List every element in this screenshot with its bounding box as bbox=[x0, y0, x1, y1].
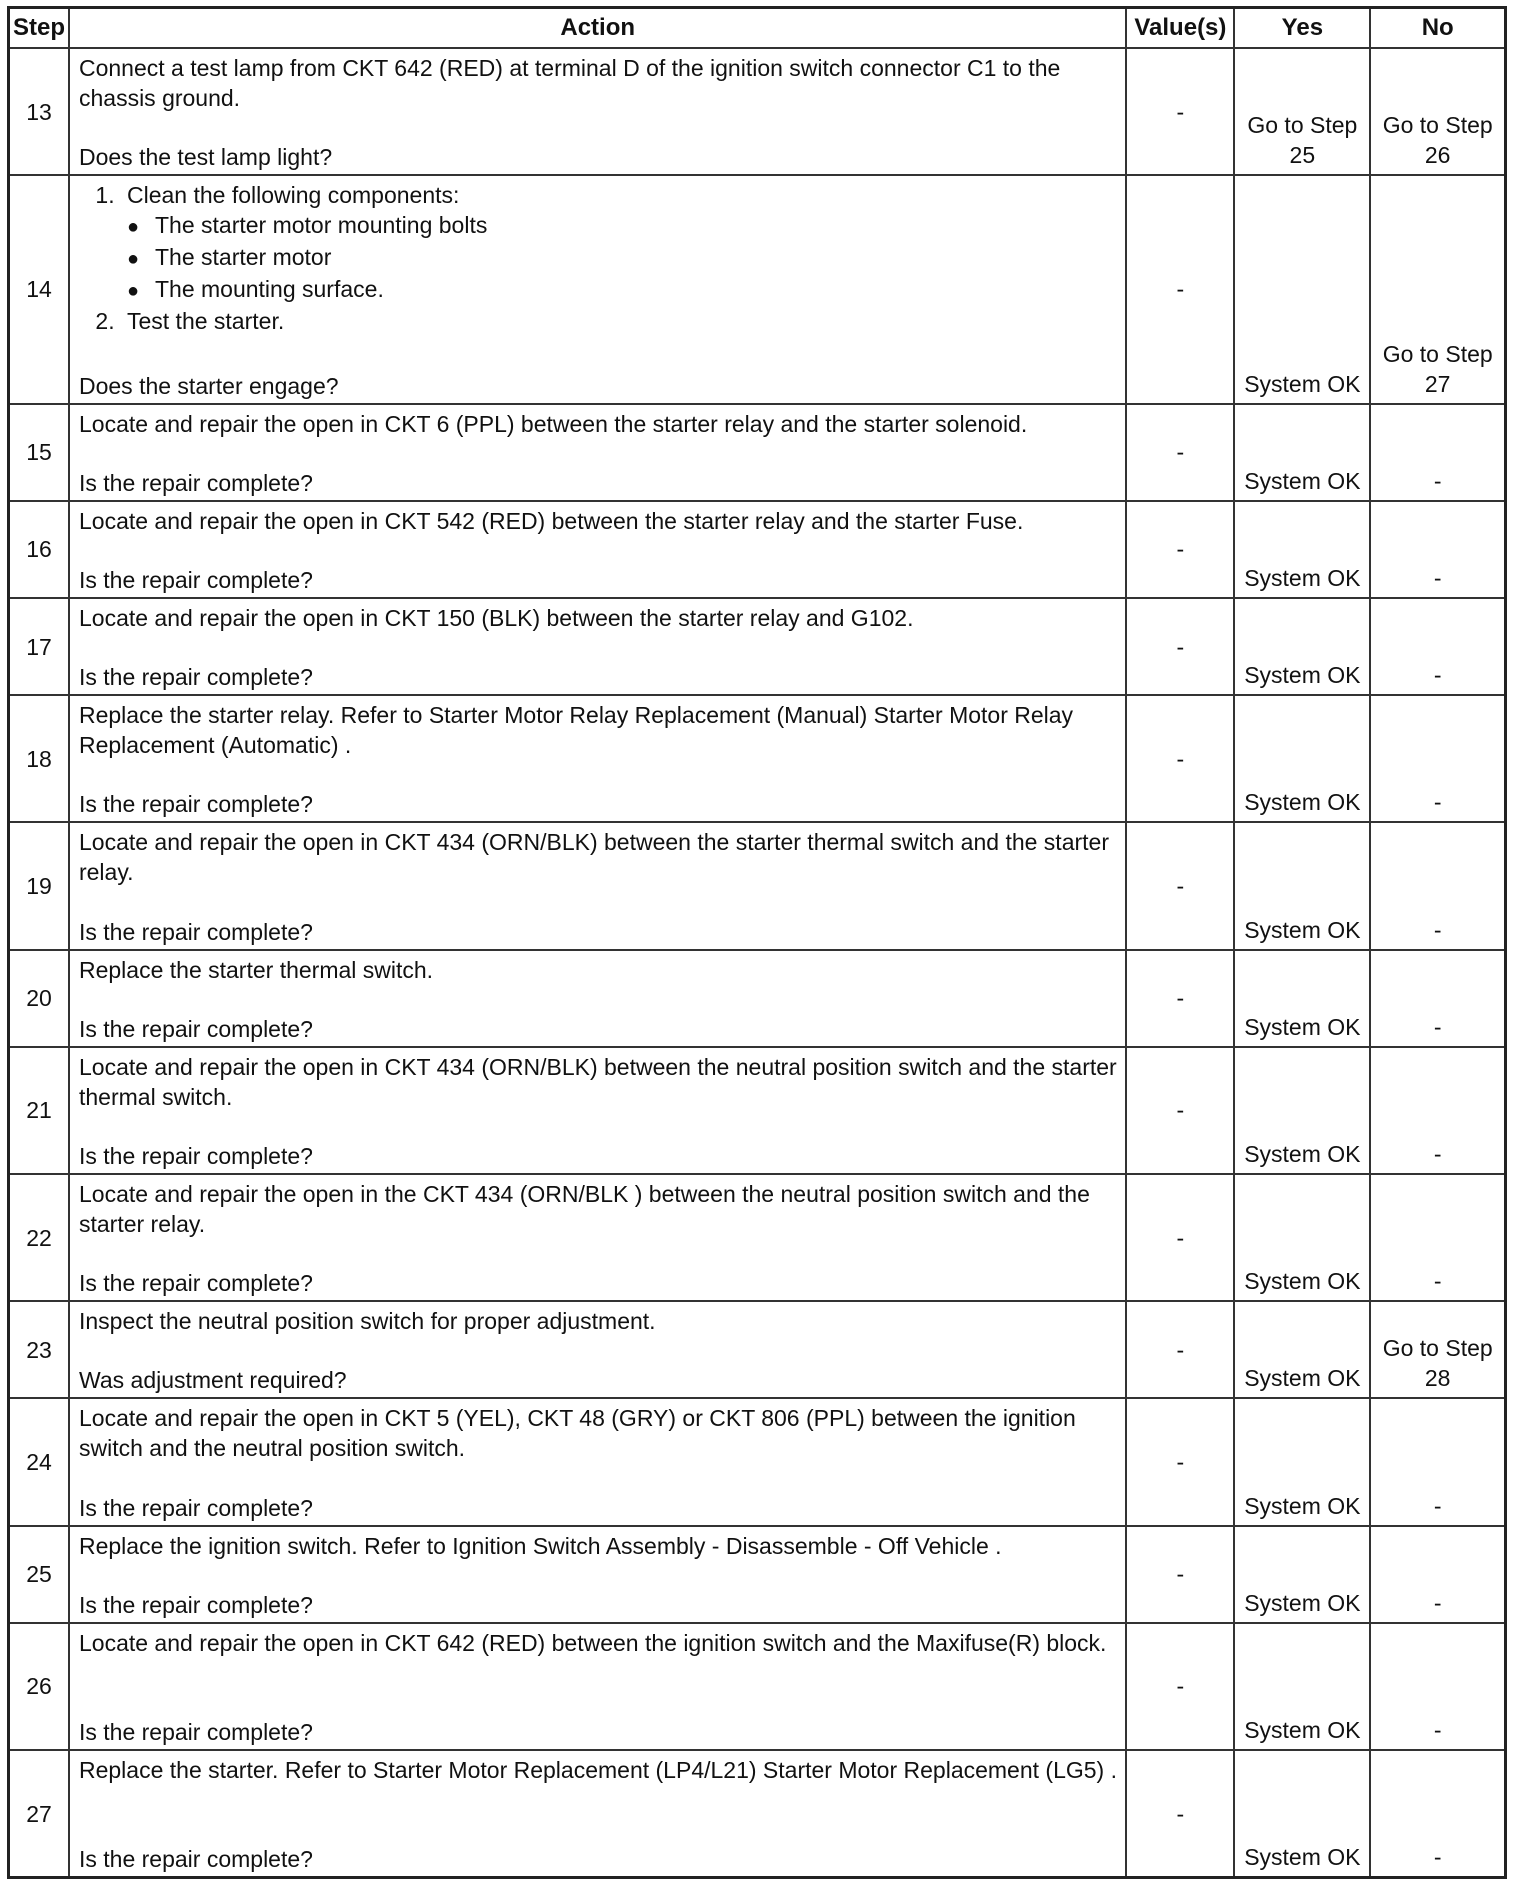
no-cell: - bbox=[1370, 1174, 1505, 1301]
action-cell bbox=[69, 48, 1126, 175]
action-cell bbox=[69, 822, 1126, 949]
no-cell: - bbox=[1370, 695, 1505, 822]
value-cell: - bbox=[1126, 822, 1234, 949]
value-cell: - bbox=[1126, 1526, 1234, 1623]
value-cell: - bbox=[1126, 1623, 1234, 1750]
action-text: Locate and repair the open in CKT 434 (ORN/BLK) between the starter thermal switch and the starter relay. bbox=[78, 829, 1109, 886]
no-cell: - bbox=[1370, 598, 1505, 695]
step-number: 19 bbox=[9, 822, 69, 949]
table-row bbox=[9, 1398, 1506, 1525]
header-action: Action bbox=[69, 8, 1126, 49]
yes-cell: System OK bbox=[1234, 175, 1370, 403]
yes-cell: System OK bbox=[1234, 501, 1370, 598]
action-question: Does the test lamp light? bbox=[78, 144, 333, 171]
step-number: 16 bbox=[9, 501, 69, 598]
step-number: 14 bbox=[9, 175, 69, 403]
table-row bbox=[9, 950, 1506, 1047]
no-cell: - bbox=[1370, 1750, 1505, 1877]
no-cell: Go to Step 26 bbox=[1370, 48, 1505, 175]
table-row bbox=[9, 1623, 1506, 1750]
procedure-item-text: Test the starter. bbox=[126, 308, 285, 335]
action-cell bbox=[69, 175, 1126, 403]
no-cell: - bbox=[1370, 950, 1505, 1047]
yes-cell: System OK bbox=[1234, 1174, 1370, 1301]
action-question: Is the repair complete? bbox=[78, 918, 313, 945]
yes-cell: System OK bbox=[1234, 598, 1370, 695]
action-text: Locate and repair the open in CKT 542 (RED) between the starter relay and the starter Fuse. bbox=[78, 507, 1024, 534]
table-row bbox=[9, 48, 1506, 175]
action-text: Locate and repair the open in the CKT 434 (ORN/BLK ) between the neutral position switch and the starter relay. bbox=[78, 1181, 1090, 1238]
no-cell: - bbox=[1370, 822, 1505, 949]
action-question: Is the repair complete? bbox=[78, 1846, 313, 1872]
step-number: 21 bbox=[9, 1047, 69, 1174]
header-yes: Yes bbox=[1234, 8, 1370, 49]
component-item: ● The mounting surface. bbox=[155, 274, 1119, 306]
value-cell: - bbox=[1126, 404, 1234, 501]
table-row bbox=[9, 695, 1506, 822]
action-question: Is the repair complete? bbox=[78, 1494, 313, 1521]
value-cell: - bbox=[1126, 950, 1234, 1047]
value-cell: - bbox=[1126, 501, 1234, 598]
yes-cell: System OK bbox=[1234, 1047, 1370, 1174]
table-row bbox=[9, 1174, 1506, 1301]
yes-cell: System OK bbox=[1234, 822, 1370, 949]
step-number: 13 bbox=[9, 48, 69, 175]
yes-cell: System OK bbox=[1234, 950, 1370, 1047]
step-number: 18 bbox=[9, 695, 69, 822]
action-text: Replace the ignition switch. Refer to Ignition Switch Assembly - Disassemble - Off Vehicle . bbox=[78, 1532, 1002, 1559]
action-question: Does the starter engage? bbox=[78, 372, 339, 399]
procedure-list bbox=[79, 180, 1119, 336]
action-cell bbox=[69, 1301, 1126, 1398]
step-number: 24 bbox=[9, 1398, 69, 1525]
action-cell bbox=[69, 1398, 1126, 1525]
no-cell: Go to Step 27 bbox=[1370, 175, 1505, 403]
value-cell: - bbox=[1126, 1398, 1234, 1525]
step-number: 25 bbox=[9, 1526, 69, 1623]
step-number: 22 bbox=[9, 1174, 69, 1301]
procedure-item bbox=[121, 306, 1119, 336]
action-text: Locate and repair the open in CKT 5 (YEL), CKT 48 (GRY) or CKT 806 (PPL) between the ignition switch and the neutral position switch. bbox=[78, 1405, 1076, 1462]
step-number: 17 bbox=[9, 598, 69, 695]
header-no: No bbox=[1370, 8, 1505, 49]
action-question: Is the repair complete? bbox=[78, 791, 313, 818]
action-text: Locate and repair the open in CKT 642 (RED) between the ignition switch and the Maxifuse(R) block. bbox=[78, 1629, 1107, 1656]
yes-cell: Go to Step 25 bbox=[1234, 48, 1370, 175]
table-row bbox=[9, 1750, 1506, 1877]
table-row bbox=[9, 404, 1506, 501]
action-question: Is the repair complete? bbox=[78, 1015, 313, 1042]
action-text: Locate and repair the open in CKT 434 (ORN/BLK) between the neutral position switch and the starter thermal switch. bbox=[78, 1053, 1117, 1110]
header-values: Value(s) bbox=[1126, 8, 1234, 49]
action-cell bbox=[69, 1174, 1126, 1301]
step-number: 23 bbox=[9, 1301, 69, 1398]
step-number: 20 bbox=[9, 950, 69, 1047]
action-question: Is the repair complete? bbox=[78, 1591, 313, 1618]
action-text: Replace the starter relay. Refer to Starter Motor Relay Replacement (Manual) Starter Motor Relay Replacement (Automatic) . bbox=[78, 702, 1074, 759]
action-cell bbox=[69, 501, 1126, 598]
step-number: 26 bbox=[9, 1623, 69, 1750]
action-question: Is the repair complete? bbox=[78, 567, 313, 593]
action-question: Is the repair complete? bbox=[78, 1270, 313, 1297]
value-cell: - bbox=[1126, 598, 1234, 695]
no-cell: - bbox=[1370, 1047, 1505, 1174]
action-cell bbox=[69, 1623, 1126, 1750]
action-cell bbox=[69, 404, 1126, 501]
table-row bbox=[9, 1526, 1506, 1623]
value-cell: - bbox=[1126, 48, 1234, 175]
action-text: Replace the starter. Refer to Starter Motor Replacement (LP4/L21) Starter Motor Replacement (LG5) . bbox=[78, 1757, 1117, 1784]
action-text: Locate and repair the open in CKT 150 (BLK) between the starter relay and G102. bbox=[78, 605, 914, 631]
no-cell: - bbox=[1370, 1398, 1505, 1525]
table-row bbox=[9, 822, 1506, 949]
component-item: ● The starter motor mounting bolts bbox=[155, 210, 1119, 242]
value-cell: - bbox=[1126, 695, 1234, 822]
table-row bbox=[9, 1047, 1506, 1174]
action-question: Is the repair complete? bbox=[78, 469, 313, 496]
table-row bbox=[9, 598, 1506, 695]
no-cell: - bbox=[1370, 501, 1505, 598]
action-cell bbox=[69, 1750, 1126, 1877]
component-item: ● The starter motor bbox=[155, 242, 1119, 274]
yes-cell: System OK bbox=[1234, 404, 1370, 501]
action-question: Was adjustment required? bbox=[78, 1367, 347, 1394]
action-cell bbox=[69, 695, 1126, 822]
action-question: Is the repair complete? bbox=[78, 664, 313, 691]
no-cell: - bbox=[1370, 1526, 1505, 1623]
step-number: 15 bbox=[9, 404, 69, 501]
action-cell bbox=[69, 950, 1126, 1047]
action-text: Inspect the neutral position switch for proper adjustment. bbox=[78, 1308, 656, 1335]
action-question: Is the repair complete? bbox=[78, 1143, 313, 1170]
procedure-item bbox=[121, 180, 1119, 306]
no-cell: Go to Step 28 bbox=[1370, 1301, 1505, 1398]
diagnostic-table bbox=[7, 6, 1507, 1879]
table-row bbox=[9, 1301, 1506, 1398]
header-step: Step bbox=[9, 8, 69, 49]
yes-cell: System OK bbox=[1234, 1623, 1370, 1750]
component-list bbox=[127, 210, 1119, 306]
action-question: Is the repair complete? bbox=[78, 1719, 313, 1746]
no-cell: - bbox=[1370, 404, 1505, 501]
action-text: Replace the starter thermal switch. bbox=[78, 956, 434, 983]
action-cell bbox=[69, 1526, 1126, 1623]
step-number: 27 bbox=[9, 1750, 69, 1877]
value-cell: - bbox=[1126, 1301, 1234, 1398]
yes-cell: System OK bbox=[1234, 1301, 1370, 1398]
action-cell bbox=[69, 598, 1126, 695]
table-row bbox=[9, 501, 1506, 598]
procedure-item-text: Clean the following components: bbox=[126, 182, 460, 209]
value-cell: - bbox=[1126, 1750, 1234, 1877]
value-cell: - bbox=[1126, 175, 1234, 403]
action-text: Locate and repair the open in CKT 6 (PPL) between the starter relay and the starter solenoid. bbox=[78, 410, 1028, 437]
yes-cell: System OK bbox=[1234, 1398, 1370, 1525]
action-cell bbox=[69, 1047, 1126, 1174]
table-row bbox=[9, 175, 1506, 403]
yes-cell: System OK bbox=[1234, 695, 1370, 822]
yes-cell: System OK bbox=[1234, 1526, 1370, 1623]
no-cell: - bbox=[1370, 1623, 1505, 1750]
value-cell: - bbox=[1126, 1174, 1234, 1301]
value-cell: - bbox=[1126, 1047, 1234, 1174]
header-row bbox=[9, 8, 1506, 49]
action-text: Connect a test lamp from CKT 642 (RED) at terminal D of the ignition switch connector C1 to the chassis ground. bbox=[78, 55, 1061, 111]
yes-cell: System OK bbox=[1234, 1750, 1370, 1877]
